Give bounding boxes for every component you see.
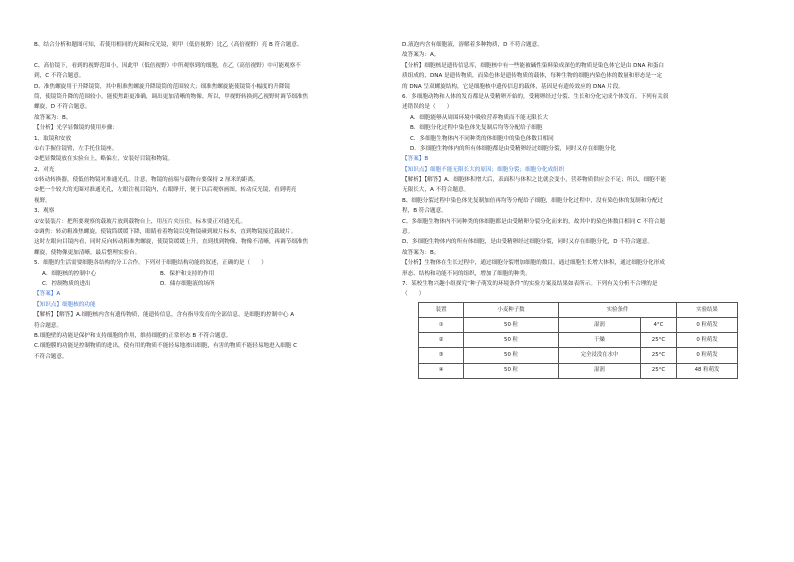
text-line: 【答案】B <box>402 156 429 163</box>
text-line: 的 DNA 呈双螺旋结构，它是细胞核中遗传信息的载体，基因是有遗传效应的 DNA 片段。 <box>402 83 624 90</box>
text-line: 视野。 <box>34 197 51 204</box>
table-row <box>419 317 738 332</box>
text-line: 符合题意。 <box>34 322 62 329</box>
text-line: ①右手握住镜臂，左手托住镜座。 <box>34 145 118 152</box>
text-line: 质组成的，DNA 是遗传物质，而染色体是遗传物质的载体，每种生物的细胞内染色体的数量和形态是一定 <box>402 73 663 80</box>
text-line: 6．多细胞动物和人体的发育都是从受精卵开始的，受精卵经过分裂、生长和分化完成个体发育。下列有关叙 <box>402 93 669 100</box>
text-line <box>34 50 370 60</box>
table-cell-temp: 25°C <box>640 333 676 348</box>
text-line: B．细胞分化过程中染色体先复制后均等分配给子细胞 <box>410 125 543 132</box>
table-cell-cond: 完全浸没在水中 <box>559 348 641 363</box>
text-line: 故答案为：A。 <box>402 52 440 59</box>
text-line: 形态、结构和功能不同的组织，增加了细胞的种类。 <box>402 270 531 277</box>
table-cell-seeds: 50 粒 <box>464 363 559 378</box>
text-line: 【答案】A <box>34 291 61 298</box>
table-cell-result: 0 粒萌发 <box>677 317 738 332</box>
table-cell-result: 0 粒萌发 <box>677 333 738 348</box>
table-header-row <box>419 302 738 317</box>
text-line: 1、取镜和安放 <box>34 135 72 142</box>
table-header-cell: 小麦种子数 <box>464 302 559 317</box>
text-line: 到，C 不符合题意。 <box>34 73 85 80</box>
text-line: B、细胞分裂过程中染色体先复制加倍再均等分配给子细胞，细胞分化过程中，没有染色体的复制和分配过 <box>402 197 664 204</box>
text-line: 5．细胞的生活需要细胞各结构的分工合作。下列对于细胞结构功能的叙述，正确的是（ ） <box>34 260 267 267</box>
text-line: 【知识点】细胞核的功能 <box>34 301 96 308</box>
text-line: 3、观察 <box>34 208 55 215</box>
text-line: 这时左眼向目镜内看，同时反向转动粗准焦螺旋，使镜筒缓缓上升，直到找到物像，物像不清晰，再调节细准焦 <box>34 239 309 246</box>
text-line: 无限长大，A 不符合题意。 <box>402 187 470 194</box>
text-line: 筒，使镜筒升降的范围较小，能使焦距更准确，调出更加清晰的物像。所以，甲视野转换到乙视野时调节细准焦 <box>34 93 309 100</box>
text-line: 意。 <box>402 229 414 236</box>
left-column <box>34 40 370 362</box>
text-line: ②把一个较大的光圈对准通光孔，左眼注视目镜内，右眼睁开，便于以后观察画图。转动反光镜，看到明亮 <box>34 187 297 194</box>
text-line: B、结合分析和题图可知，若使用相同的光圈和反光镜，则甲（低倍视野）比乙（高倍视野）亮 B 符合题意。 <box>34 42 303 48</box>
answer-option: A．细胞核的控制中心 <box>42 270 97 277</box>
right-column <box>402 40 738 379</box>
text-line: ②把显微镜放在实验台上，略偏左，安装好目镜和物镜。 <box>34 156 174 163</box>
text-line: 不符合题意。 <box>34 353 68 360</box>
text-line: 螺旋，D 不符合题意。 <box>34 104 91 111</box>
text-line: D.液泡内含有细胞液，溶解着多种物质，D 不符合题意。 <box>402 42 543 48</box>
table-cell-id: ④ <box>419 363 464 378</box>
text-line: C．多细胞生物体内不同种类的体细胞中的染色体数目相同 <box>410 135 554 142</box>
experiment-table <box>418 302 738 379</box>
table-cell-id: ② <box>419 333 464 348</box>
text-line: 【分析】光学显微镜的使用步骤： <box>34 125 118 132</box>
answer-option: B．保护和支持的作用 <box>160 270 215 277</box>
text-line <box>34 279 370 289</box>
text-line: B.细胞壁的功能是保护和支持细胞的作用，维持细胞的正常形态 B 不符合题意。 <box>34 332 232 339</box>
text-line: 【知识点】细胞不能无限长大的原因；细胞分裂；细胞分化成组织 <box>402 166 565 173</box>
table-header-cell: 实验条件 <box>559 302 677 317</box>
text-line: A．细胞能够从周围环境中吸收营养物质而不能无限长大 <box>410 114 549 121</box>
table-header-cell: 装置 <box>419 302 464 317</box>
table-cell-temp: 4°C <box>640 317 676 332</box>
table-cell-cond: 湿润 <box>559 317 641 332</box>
text-line: 程，B 符合题意。 <box>402 208 447 215</box>
text-line: 故答案为：B。 <box>402 249 440 256</box>
table-row <box>419 363 738 378</box>
text-line: ②调焦：转动粗准焦螺旋，使镜筒缓缓下降，眼睛看着物镜以免物镜碰到玻片标本，直到物镜接近载玻片。 <box>34 229 297 236</box>
text-line: 述错误的是（ ） <box>402 104 453 111</box>
table-cell-result: 48 粒萌发 <box>677 363 738 378</box>
table-cell-cond: 干燥 <box>559 333 641 348</box>
text-line: 7．某校生物兴趣小组探究“种子萌发的环境条件”的实验方案及结果如表所示。下列有关分析不合理的是 <box>402 280 658 287</box>
table-row <box>419 333 738 348</box>
text-line: C.细胞膜的功能是控制物质的进出，使有用的物质不能轻易地渗出细胞，有害的物质不能轻易地进入细胞 C <box>34 343 298 350</box>
text-line: C、高倍镜下，看到的视野范围小，因此甲（低倍视野）中所观察到的细胞，在乙（高倍视野）中可能观察不 <box>34 62 301 69</box>
text-line: D、准焦螺旋用于升降镜筒，其中粗准焦螺旋升降镜筒的范围较大；细准焦螺旋能使镜筒小幅度的升降镜 <box>34 83 291 90</box>
text-line: ①转动转换器，使低倍物镜对准通光孔。注意，物镜的前端与载物台要保持 2 厘米的距离。 <box>34 177 259 184</box>
table-row <box>419 348 738 363</box>
text-line: 故答案为：B。 <box>34 114 72 121</box>
text-line: （ ） <box>402 291 425 298</box>
answer-option: C．控制物质的进出 <box>42 280 91 287</box>
table-cell-cond: 湿润 <box>559 363 641 378</box>
text-line: D、多细胞生物体内的所有体细胞，是由受精卵经过细胞分裂，同时又存在细胞分化，D 不符合题意。 <box>402 239 653 246</box>
table-cell-result: 0 粒萌发 <box>677 348 738 363</box>
text-line: 螺旋，使物像更加清晰。最后整理实验台。 <box>34 249 141 256</box>
text-line: 【分析】细胞核是遗传信息库，细胞核中有一些能被碱性染料染成深色的物质是染色体它是由 DNA 和蛋白 <box>402 62 665 69</box>
table-cell-seeds: 50 粒 <box>464 317 559 332</box>
text-line: D．多细胞生物体内的所有体细胞都是由受精卵经过细胞分裂，同时又存在细胞分化 <box>410 145 616 152</box>
table-cell-seeds: 50 粒 <box>464 333 559 348</box>
table-cell-id: ① <box>419 317 464 332</box>
right-column-text <box>402 40 738 300</box>
table-cell-id: ③ <box>419 348 464 363</box>
text-line: 【分析】生物体在生长过程中，通过细胞分裂增加细胞的数目，通过细胞生长增大体积，通过细胞分化形成 <box>402 260 665 267</box>
table-cell-seeds: 50 粒 <box>464 348 559 363</box>
text-line: 【解析】【解答】A.细胞核内含有遗传物质，能遗传信息，含有指导发育的全部信息，是细胞的控制中心 A <box>34 312 295 319</box>
text-line <box>34 269 370 279</box>
text-line: 【解析】【解答】A、细胞体积增大后，表面积与体积之比就会变小，营养物质供应会不足；所以，细胞不能 <box>402 177 666 184</box>
table-header-cell: 实验结果 <box>677 302 738 317</box>
text-line: C、多细胞生物体内不同种类的体细胞都是由受精卵分裂分化而来的，故其中的染色体数目相同 C 不符合题 <box>402 218 666 225</box>
text-line: ①安装装片：把所要观察的载玻片放到载物台上，用压片夹压住，标本要正对通光孔。 <box>34 218 246 225</box>
table-cell-temp: 25°C <box>640 363 676 378</box>
text-line: 2、对光 <box>34 166 55 173</box>
table-cell-temp: 25°C <box>640 348 676 363</box>
answer-option: D．储存细胞液的场所 <box>160 280 215 287</box>
